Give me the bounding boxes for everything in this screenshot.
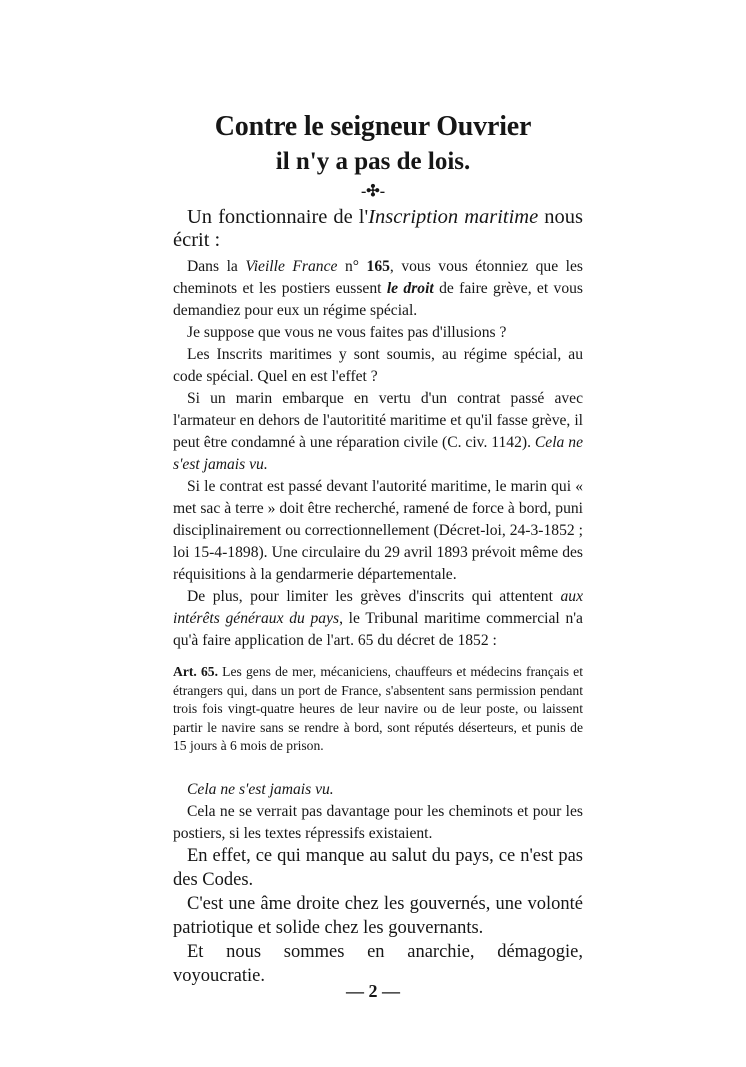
p6-part-a: De plus, pour limiter les grèves d'inscrits qui attentent — [187, 588, 561, 605]
article-label: Art. 65. — [173, 664, 218, 679]
closing-paragraph-1: En effet, ce qui manque au salut du pays, ce n'est pas des Codes. — [173, 846, 583, 890]
intro-after: nous écrit : — [173, 206, 583, 251]
p1-part-d: de faire grève, et vous demandiez pour eux un régime spécial. — [173, 280, 583, 319]
p4-emphasis: Cela ne s'est jamais vu. — [173, 434, 583, 473]
letter-body — [173, 256, 583, 652]
p1-journal-title: Vieille France — [245, 258, 338, 275]
article-quote — [173, 663, 583, 756]
ornament-icon: -✣- — [360, 183, 386, 200]
page-number: — 2 — — [346, 981, 400, 1001]
title-block — [0, 110, 746, 202]
article-body: Les gens de mer, mécaniciens, chauffeurs et médecins français et étrangers qui, dans un port de France, s'absentent sans permission pendant trois fois vingt-quatre heures de leur navire ou de leur poste, ou laissent partir le navire sans se rendre à bord, sont réputés déserteurs, et punis de 15 jours à 6 mois de prison. — [173, 664, 583, 753]
letter-paragraph-2: Je suppose que vous ne vous faites pas d'illusions ? — [187, 324, 507, 341]
p4-text: Si un marin embarque en vertu d'un contrat passé avec l'armateur en dehors de l'autoritité maritime et qu'il fasse grève, il peut être condamné à une réparation civile (C. civ. 1142). — [173, 390, 583, 451]
closing-section — [173, 844, 583, 988]
p6-emphasis: aux intérêts généraux du pays — [173, 588, 583, 627]
title-line-1: Contre le seigneur Ouvrier — [214, 111, 532, 142]
closing-paragraph-3: Et nous sommes en anarchie, démagogie, voyoucratie. — [173, 942, 583, 986]
p1-emphasis: le droit — [386, 280, 434, 297]
intro-emphasis: Inscription maritime — [368, 206, 539, 228]
letter-paragraph-4 — [173, 388, 583, 476]
closing-paragraph-2: C'est une âme droite chez les gouvernés, une volonté patriotique et solide chez les gouvernants. — [173, 894, 583, 938]
letter-paragraph-6 — [173, 586, 583, 652]
title-line-2: il n'y a pas de lois. — [275, 148, 471, 175]
letter-paragraph-5: Si le contrat est passé devant l'autorité maritime, le marin qui « met sac à terre » doit être recherché, ramené de force à bord, puni disciplinairement ou correctionnellement (Décret-loi, 24-3-1852 ; loi 15-4-1898). Une circulaire du 29 avril 1893 prévoit même des réquisitions à la gendarmerie départementale. — [173, 478, 583, 583]
article-text — [173, 663, 583, 756]
p1-issue-number: 165 — [366, 258, 390, 275]
intro-text — [173, 206, 583, 252]
p1-part-c: , vous vous étonniez que les cheminots et les postiers eussent — [173, 258, 583, 297]
intro-paragraph — [173, 206, 583, 252]
after-paragraph-1 — [173, 779, 583, 801]
after-article — [173, 779, 583, 845]
p6-part-b: , le Tribunal maritime commercial n'a qu'à faire application de l'art. 65 du décret de 1852 : — [173, 610, 583, 649]
p1-part-b: n° — [337, 258, 367, 275]
letter-paragraph-3: Les Inscrits maritimes y sont soumis, au régime spécial, au code spécial. Quel en est l'effet ? — [173, 346, 583, 385]
after-emphasis: Cela ne s'est jamais vu. — [187, 781, 334, 798]
after-paragraph-2: Cela ne se verrait pas davantage pour les cheminots et pour les postiers, si les textes répressifs existaient. — [173, 803, 583, 842]
p1-part-a: Dans la — [187, 258, 246, 275]
letter-paragraph-1 — [173, 256, 583, 322]
intro-before: Un fonctionnaire de l' — [187, 206, 369, 228]
